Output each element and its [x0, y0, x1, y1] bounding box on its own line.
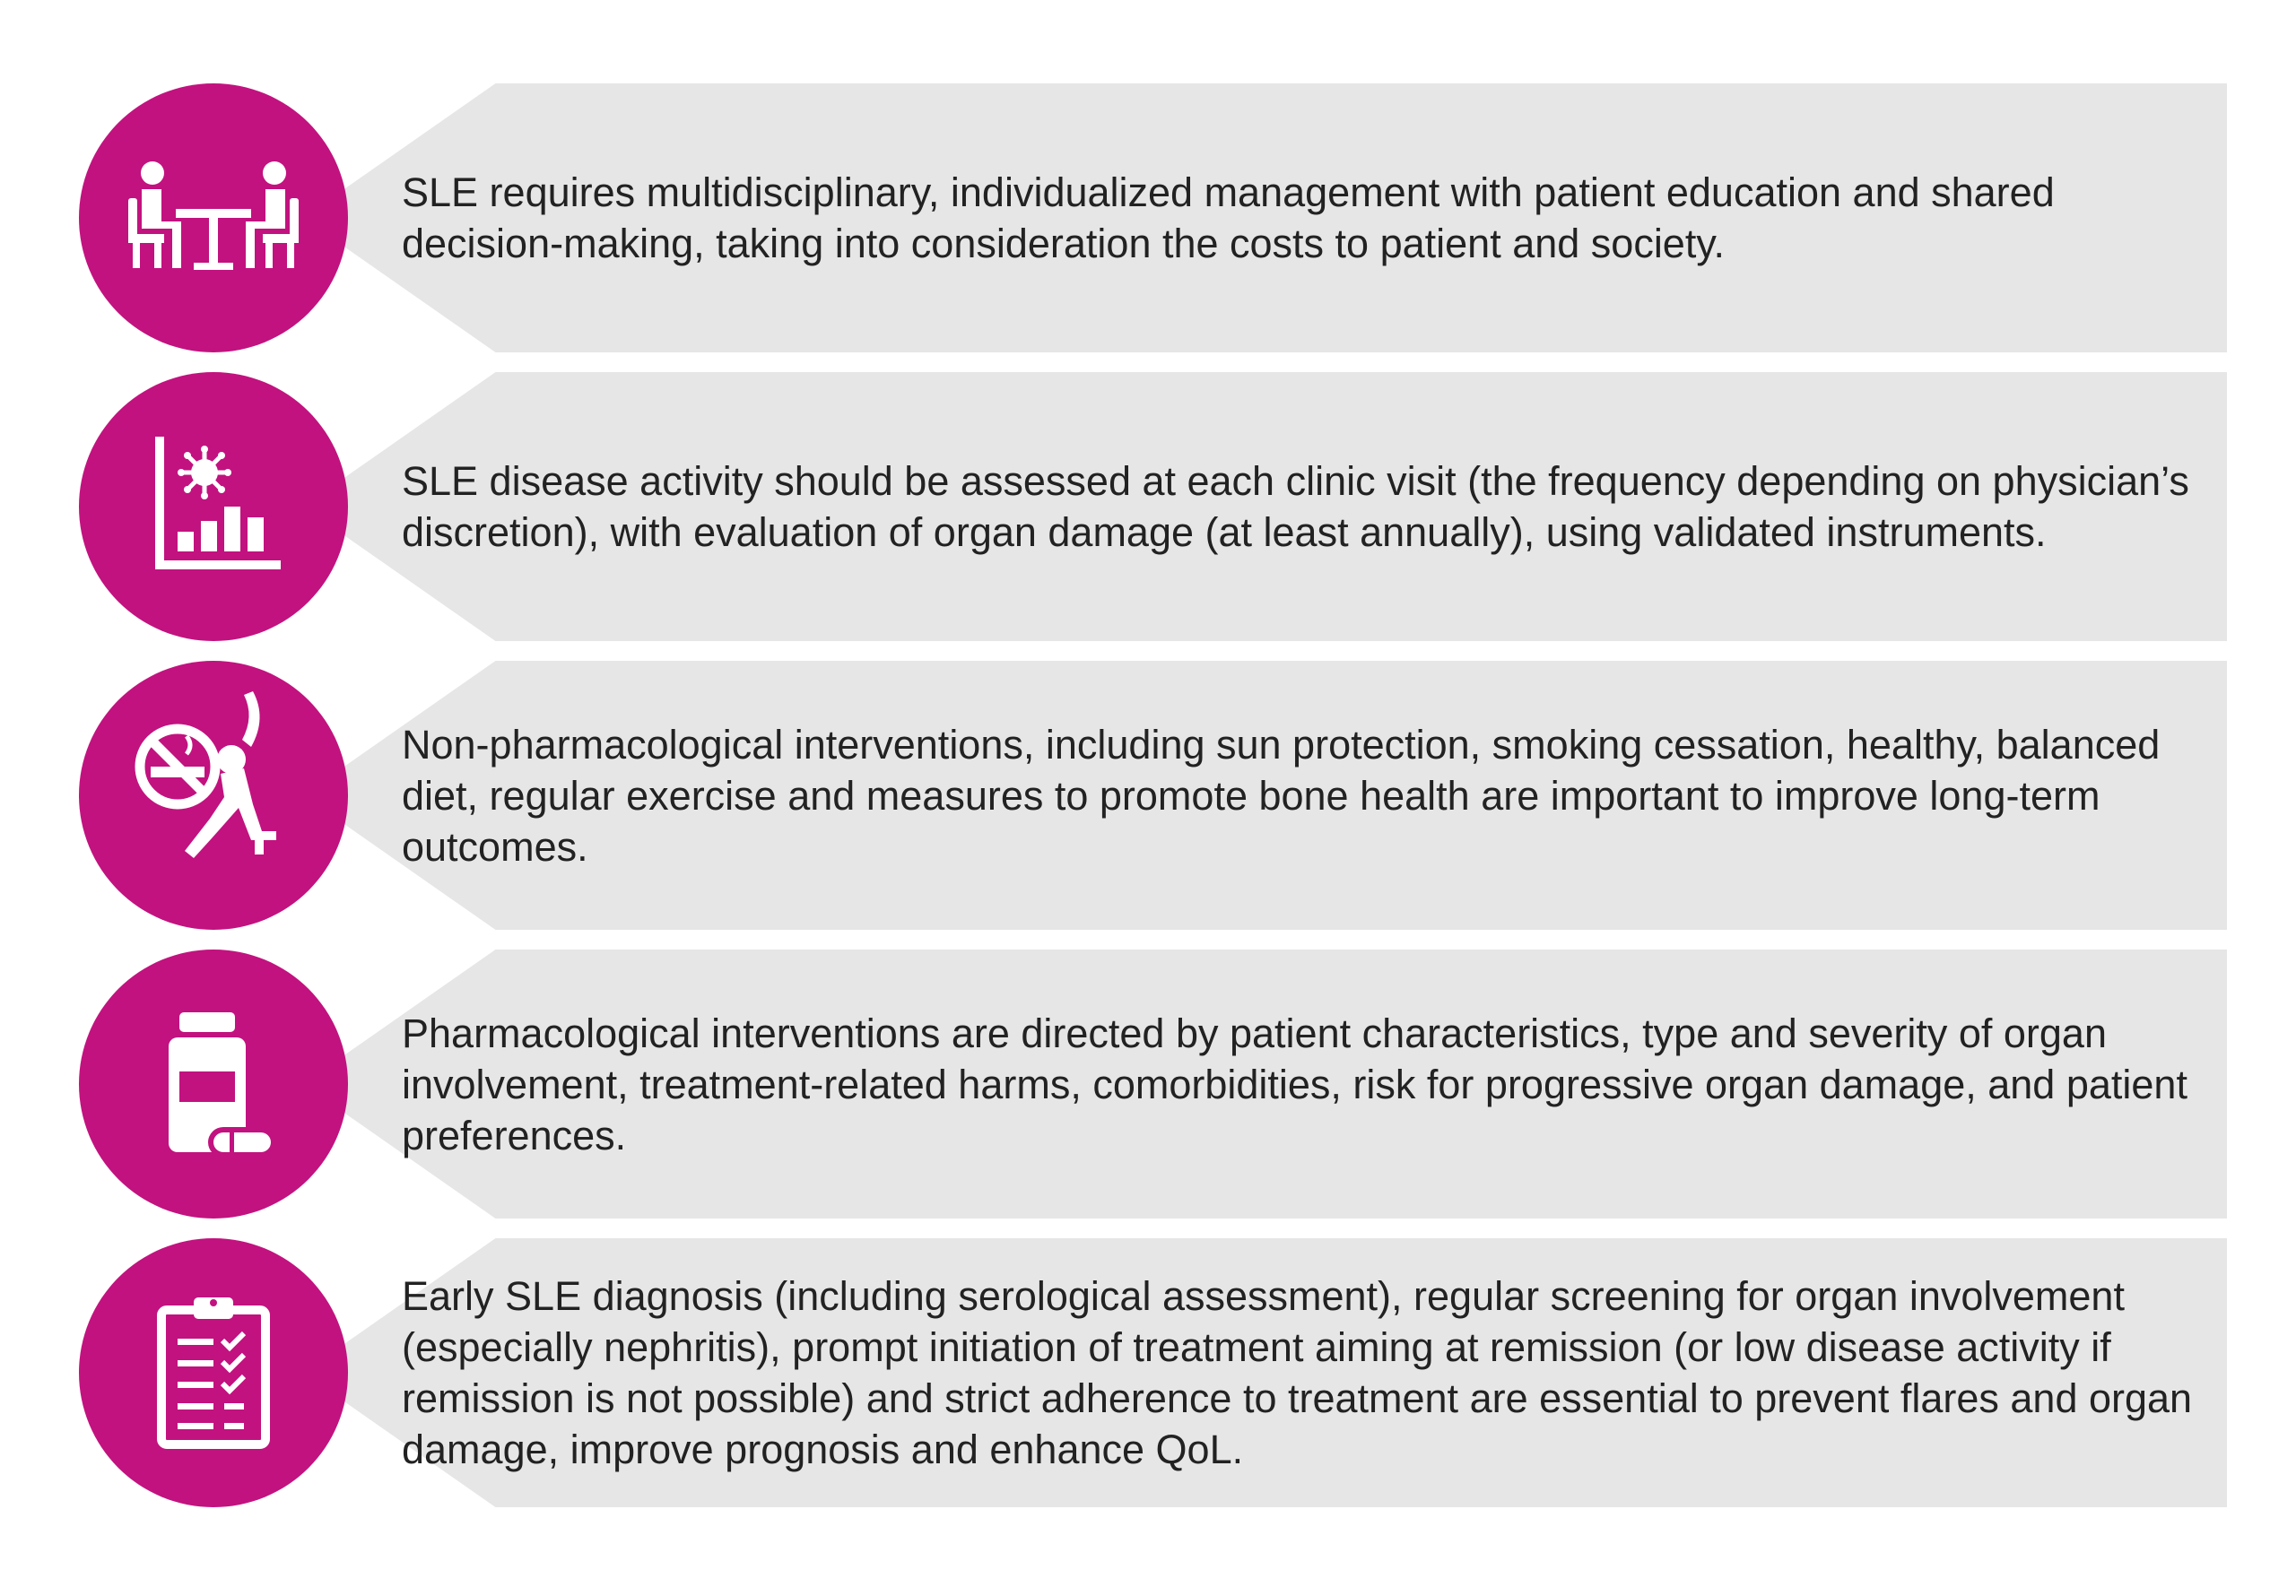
recommendation-text: Early SLE diagnosis (including serological assessment), regular screening for organ involvement (especially nephritis), prompt initiation of treatment aiming at remission (or low disease activity if remission is not possible) and strict adherence to treatment are essential to prevent flares and organ damage, improve prognosis and enhance QoL. [402, 1273, 2193, 1472]
recommendation-text: Non-pharmacological interventions, including sun protection, smoking cessation, healthy, balanced diet, regular exercise and measures to promote bone health are important to improve long-term outcomes. [402, 721, 2161, 870]
checklist-clipboard-icon [79, 1238, 348, 1507]
disease-activity-chart-icon [79, 372, 348, 641]
icon-circle [79, 372, 348, 641]
recommendation-row-5 [79, 1238, 2227, 1507]
recommendation-text: SLE requires multidisciplinary, individualized management with patient education and shared decision-making, taking into consideration the costs to patient and society. [402, 169, 2055, 266]
medication-bottle-pill-icon [79, 950, 348, 1219]
recommendation-row-1 [79, 83, 2227, 352]
recommendation-text: SLE disease activity should be assessed at each clinic visit (the frequency depending on physician’s discretion), with evaluation of organ damage (at least annually), using validated instruments. [402, 458, 2189, 555]
icon-circle [79, 950, 348, 1219]
no-smoking-exercise-icon [79, 661, 348, 930]
icon-circle [79, 661, 348, 930]
consultation-icon [79, 83, 348, 352]
recommendation-row-3 [79, 661, 2227, 930]
recommendation-row-4 [79, 950, 2227, 1219]
recommendation-row-2 [79, 372, 2227, 641]
recommendation-text: Pharmacological interventions are directed by patient characteristics, type and severity of organ involvement, treatment-related harms, comorbidities, risk for progressive organ damage, and patient preferences. [402, 1010, 2187, 1158]
icon-circle [79, 83, 348, 352]
icon-circle [79, 1238, 348, 1507]
